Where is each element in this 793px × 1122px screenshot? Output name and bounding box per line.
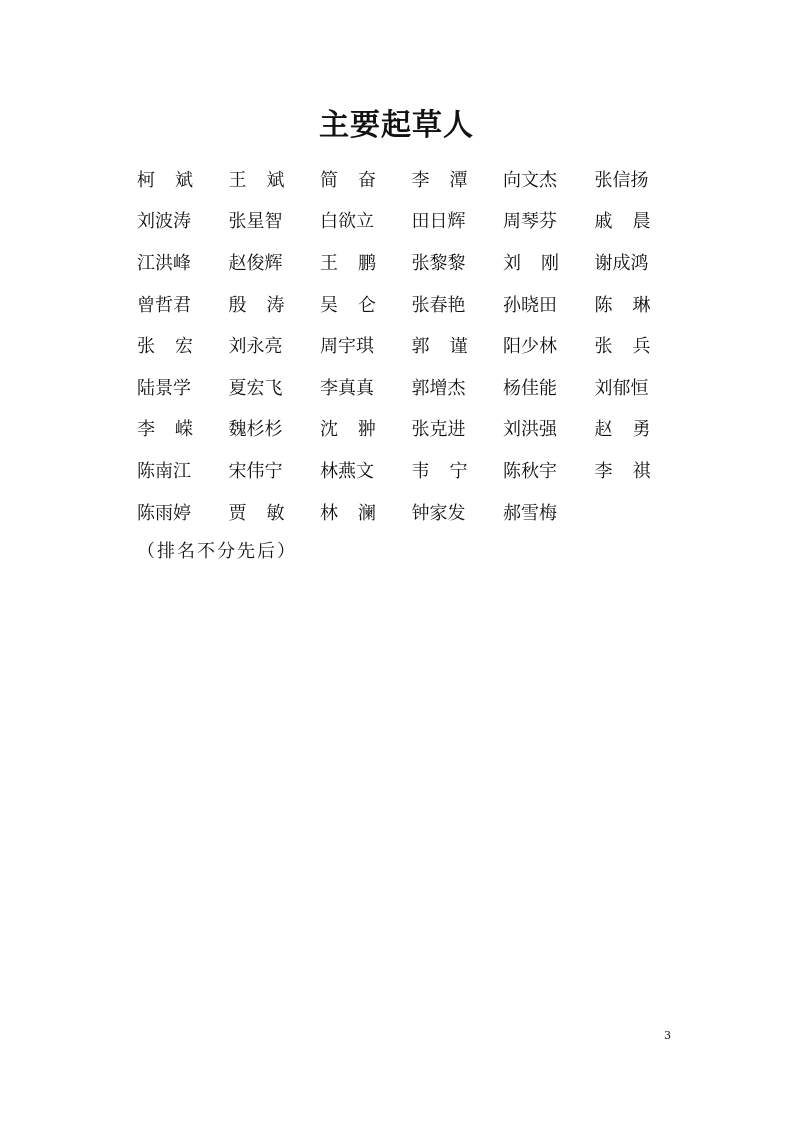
drafter-name: 陈雨婷: [137, 502, 191, 524]
drafter-name: 夏宏飞: [228, 377, 283, 399]
drafter-name: 陆景学: [137, 377, 191, 399]
drafter-name: 张 宏: [137, 336, 193, 358]
drafter-name: 陈南江: [137, 460, 191, 482]
drafter-name: 赵 勇: [594, 419, 651, 441]
drafter-name: 沈 翀: [320, 419, 376, 441]
drafter-name: 赵俊辉: [228, 252, 283, 274]
drafter-name: 刘波涛: [137, 211, 191, 233]
drafter-name: 戚 晨: [594, 211, 651, 233]
drafter-name: 钟家发: [411, 502, 466, 524]
drafter-name: 刘 刚: [503, 252, 559, 274]
drafter-name: 李 祺: [594, 460, 651, 482]
drafters-row: [137, 243, 677, 285]
drafter-name: 张克进: [411, 419, 466, 441]
drafter-name: 吴 仑: [320, 294, 376, 316]
drafters-row: [137, 160, 677, 202]
drafter-name: 谢成鸿: [594, 252, 649, 274]
drafter-name: 李 潭: [411, 169, 468, 191]
page-number: 3: [664, 1029, 671, 1042]
drafters-row: [137, 285, 677, 327]
drafter-name: 郭增杰: [411, 377, 466, 399]
drafter-name: 张黎黎: [411, 252, 466, 274]
drafter-name: 张 兵: [594, 336, 651, 358]
drafter-name: 柯 斌: [137, 169, 193, 191]
drafter-name: 林 澜: [320, 502, 376, 524]
drafter-name: 田日辉: [411, 211, 466, 233]
drafter-name: 简 奋: [320, 169, 376, 191]
drafter-name: 向文杰: [503, 169, 557, 191]
drafter-name: 殷 涛: [228, 294, 285, 316]
drafter-name: 周琴芬: [503, 211, 557, 233]
drafter-name: 宋伟宁: [228, 460, 283, 482]
drafter-name: 李真真: [320, 377, 374, 399]
drafter-name: 张春艳: [411, 294, 466, 316]
drafter-name: 郝雪梅: [503, 502, 557, 524]
drafters-row: [137, 493, 677, 535]
drafter-name: 李 嵘: [137, 419, 193, 441]
drafter-name: 江洪峰: [137, 252, 191, 274]
drafter-name: 陈 琳: [594, 294, 651, 316]
drafters-row: [137, 202, 677, 244]
drafter-name: 孙晓田: [503, 294, 557, 316]
drafter-name: 陈秋宇: [503, 460, 557, 482]
drafter-name: 韦 宁: [411, 460, 468, 482]
drafter-name: 刘永亮: [228, 336, 283, 358]
page-title: 主要起草人: [319, 108, 474, 143]
drafters-row: [137, 326, 677, 368]
drafter-name: 郭 谨: [411, 336, 468, 358]
drafters-row: [137, 410, 677, 452]
drafter-name: 杨佳能: [503, 377, 557, 399]
drafter-name: 刘郁恒: [594, 377, 649, 399]
drafter-name: 魏杉杉: [228, 419, 283, 441]
drafter-name: 张星智: [228, 211, 283, 233]
drafter-name: 周宇琪: [320, 336, 374, 358]
drafter-name: 阳少林: [503, 336, 557, 358]
drafters-row: [137, 451, 677, 493]
drafters-row: [137, 368, 677, 410]
drafter-name: 刘洪强: [503, 419, 557, 441]
drafter-name: 林燕文: [320, 460, 374, 482]
drafter-name: 王 斌: [228, 169, 285, 191]
drafter-name: 王 鹏: [320, 252, 376, 274]
drafter-name: 白欲立: [320, 211, 374, 233]
drafters-list: [137, 160, 677, 534]
drafter-name: 贾 敏: [228, 502, 285, 524]
drafter-name: 张信扬: [594, 169, 649, 191]
drafter-name: 曾哲君: [137, 294, 191, 316]
ordering-note: （排名不分先后）: [137, 541, 297, 562]
